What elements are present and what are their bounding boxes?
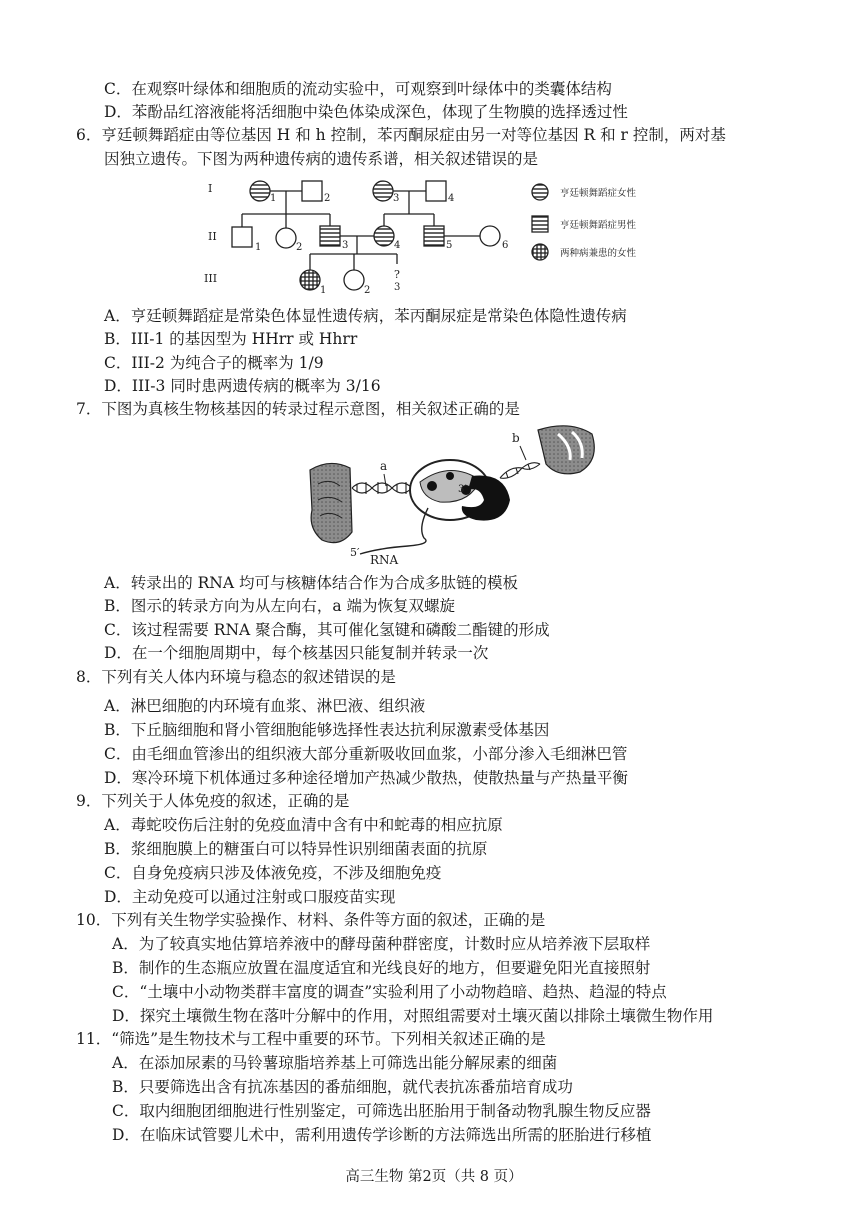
- svg-text:1: 1: [320, 285, 327, 296]
- text-line: D．主动免疫可以通过注射或口服疫苗实现: [104, 888, 396, 906]
- pedigree-II-4: [374, 226, 394, 246]
- svg-text:3: 3: [393, 193, 400, 204]
- text-line: B．浆细胞膜上的糖蛋白可以特异性识别细菌表面的抗原: [104, 840, 488, 858]
- pedigree-I-3: [373, 181, 393, 201]
- pedigree-II-6: [480, 226, 500, 246]
- text-line: C．自身免疫病只涉及体液免疫，不涉及细胞免疫: [104, 864, 442, 882]
- pedigree-III-1: [300, 270, 320, 290]
- svg-text:6: 6: [502, 240, 509, 251]
- text-line: C．该过程需要 RNA 聚合酶，其可催化氢键和磷酸二酯键的形成: [104, 621, 550, 639]
- text-line: D．在临床试管婴儿术中，需利用遗传学诊断的方法筛选出所需的胚胎进行移植: [112, 1126, 652, 1144]
- legend-both-female-icon: [532, 244, 548, 260]
- svg-text:3: 3: [342, 240, 349, 251]
- legend-hd-female-icon: [532, 184, 548, 200]
- gen-label-III: III: [204, 272, 218, 285]
- text-line: 10．下列有关生物学实验操作、材料、条件等方面的叙述，正确的是: [76, 911, 546, 929]
- text-line: 7．下图为真核生物核基因的转录过程示意图，相关叙述正确的是: [76, 400, 520, 418]
- text-line: C．由毛细血管渗出的组织液大部分重新吸收回血浆，小部分渗入毛细淋巴管: [104, 745, 628, 763]
- label-b: b: [512, 431, 520, 445]
- text-line: A．为了较真实地估算培养液中的酵母菌种群密度，计数时应从培养液下层取样: [112, 935, 651, 953]
- svg-text:4: 4: [448, 193, 455, 204]
- text-line: 6．亨廷顿舞蹈症由等位基因 H 和 h 控制，苯丙酮尿症由另一对等位基因 R 和 r 控制，两对基: [76, 126, 726, 144]
- legend-both-female: 两种病兼患的女性: [560, 248, 637, 259]
- svg-text:1: 1: [255, 242, 262, 253]
- gen-label-I: I: [208, 182, 213, 195]
- text-line: B．下丘脑细胞和肾小管细胞能够选择性表达抗利尿激素受体基因: [104, 721, 550, 739]
- text-line: A．毒蛇咬伤后注射的免疫血清中含有中和蛇毒的相应抗原: [104, 816, 503, 834]
- text-line: A．亨廷顿舞蹈症是常染色体显性遗传病，苯丙酮尿症是常染色体隐性遗传病: [104, 307, 627, 325]
- pedigree-figure: [200, 172, 660, 300]
- text-line: D．探究土壤微生物在落叶分解中的作用，对照组需要对土壤灭菌以排除土壤微生物作用: [112, 1007, 714, 1025]
- svg-text:2: 2: [296, 242, 303, 253]
- text-line: 11．“筛选”是生物技术与工程中重要的环节。下列相关叙述正确的是: [76, 1030, 546, 1048]
- svg-text:5: 5: [446, 240, 453, 251]
- svg-text:4: 4: [394, 240, 401, 251]
- text-line: D．寒冷环境下机体通过多种途径增加产热减少散热，使散热量与产热量平衡: [104, 769, 628, 787]
- text-line: A．转录出的 RNA 均可与核糖体结合作为合成多肽链的模板: [104, 574, 518, 592]
- dna-left-helix: [352, 483, 412, 493]
- text-line: A．在添加尿素的马铃薯琼脂培养基上可筛选出能分解尿素的细菌: [112, 1054, 558, 1072]
- label-3prime: 3′: [458, 484, 467, 495]
- text-line: A．淋巴细胞的内环境有血浆、淋巴液、组织液: [104, 697, 426, 715]
- svg-text:3: 3: [394, 282, 401, 293]
- svg-text:2: 2: [364, 285, 371, 296]
- text-line: D．III-3 同时患两遗传病的概率为 3/16: [104, 377, 381, 395]
- rna-strand: [360, 508, 428, 554]
- text-line: C．在观察叶绿体和细胞质的流动实验中，可观察到叶绿体中的类囊体结构: [104, 80, 612, 98]
- text-line: B．图示的转录方向为从左向右，a 端为恢复双螺旋: [104, 597, 456, 615]
- svg-text:2: 2: [324, 193, 331, 204]
- text-line: 9．下列关于人体免疫的叙述，正确的是: [76, 792, 350, 810]
- pedigree-I-1: [250, 181, 270, 201]
- label-rna: RNA: [370, 553, 399, 567]
- pedigree-II-3: [320, 226, 340, 246]
- pedigree-III-2: [344, 270, 364, 290]
- pedigree-II-1: [232, 227, 252, 247]
- text-line: B．制作的生态瓶应放置在温度适宜和光线良好的地方，但要避免阳光直接照射: [112, 959, 651, 977]
- gen-label-II: II: [208, 230, 217, 243]
- legend-hd-male: 亨廷顿舞蹈症男性: [560, 220, 637, 231]
- text-line: D．在一个细胞周期中，每个核基因只能复制并转录一次: [104, 644, 489, 662]
- label-5prime: 5′: [350, 546, 360, 559]
- text-line: C．“土壤中小动物类群丰富度的调查”实验利用了小动物趋暗、趋热、趋湿的特点: [112, 983, 667, 1001]
- text-line: B．只要筛选出含有抗冻基因的番茄细胞，就代表抗冻番茄培育成功: [112, 1078, 573, 1096]
- transcription-figure: [300, 420, 600, 570]
- pedigree-I-4: [426, 181, 446, 201]
- text-line: B．III-1 的基因型为 HHrr 或 Hhrr: [104, 330, 358, 348]
- pedigree-III-3-unknown: ?: [394, 268, 400, 281]
- page-footer: 高三生物 第2页（共 8 页）: [345, 1169, 523, 1185]
- right-chromatin: [538, 426, 594, 474]
- pedigree-II-5: [424, 226, 444, 246]
- text-line: 因独立遗传。下图为两种遗传病的遗传系谱，相关叙述错误的是: [104, 150, 539, 168]
- legend-hd-female: 亨廷顿舞蹈症女性: [560, 188, 637, 199]
- pedigree-I-2: [302, 181, 322, 201]
- label-a: a: [380, 459, 388, 473]
- legend-hd-male-icon: [532, 216, 548, 232]
- text-line: D．苯酚品红溶液能将活细胞中染色体染成深色，体现了生物膜的选择透过性: [104, 103, 628, 121]
- text-line: C．取内细胞团细胞进行性别鉴定，可筛选出胚胎用于制备动物乳腺生物反应器: [112, 1102, 651, 1120]
- left-chromatin: [310, 463, 352, 542]
- svg-text:1: 1: [270, 193, 277, 204]
- text-line: C．III-2 为纯合子的概率为 1/9: [104, 354, 324, 372]
- pedigree-II-2: [276, 228, 296, 248]
- text-line: 8．下列有关人体内环境与稳态的叙述错误的是: [76, 668, 396, 686]
